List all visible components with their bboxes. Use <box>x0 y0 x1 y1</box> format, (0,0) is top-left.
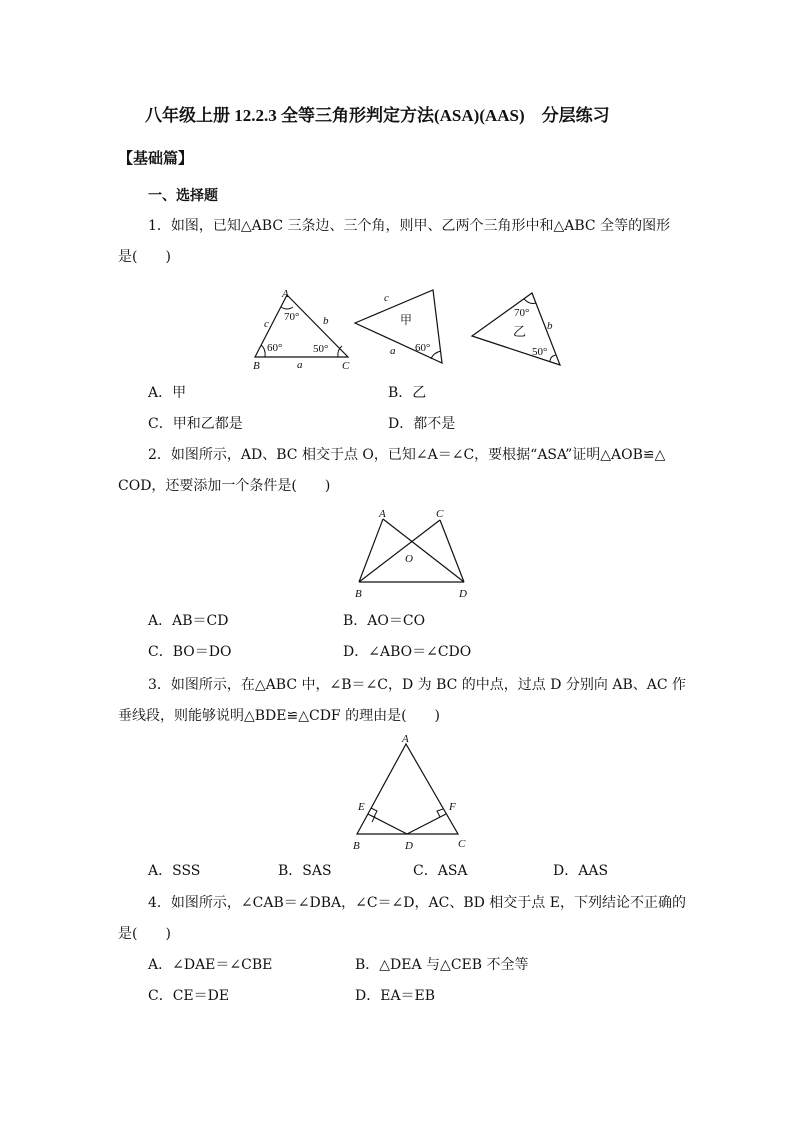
q2-label-D: D <box>459 588 467 600</box>
q3-label-A: A <box>402 733 409 745</box>
q4-option-c[interactable]: C．CE＝DE <box>148 988 230 1004</box>
q2-option-d[interactable]: D．∠ABO＝∠CDO <box>343 644 472 660</box>
q3-option-c[interactable]: C．ASA <box>413 863 468 879</box>
q2-label-O: O <box>405 553 413 565</box>
q3-stem-line1: 3．如图所示，在△ABC 中，∠B＝∠C，D 为 BC 的中点，过点 D 分别向 AB、AC 作 <box>148 677 687 693</box>
q3-option-d[interactable]: D．AAS <box>553 863 609 879</box>
triangle-yi <box>472 293 560 365</box>
jia-label-c: c <box>384 292 389 304</box>
yi-name: 乙 <box>513 324 527 339</box>
abc-label-A: A <box>282 288 289 300</box>
q1-option-d[interactable]: D．都不是 <box>388 416 456 432</box>
yi-label-b: b <box>547 320 553 332</box>
abc-angle-B: 60° <box>267 342 283 354</box>
q3-label-B: B <box>353 840 360 852</box>
abc-label-C: C <box>342 360 350 372</box>
q4-option-d[interactable]: D．EA＝EB <box>355 988 436 1004</box>
abc-label-B: B <box>253 360 260 372</box>
q3-label-E: E <box>358 801 365 813</box>
q4-option-a[interactable]: A．∠DAE＝∠CBE <box>148 957 273 973</box>
abc-label-b: b <box>323 315 329 327</box>
jia-label-a: a <box>390 345 396 357</box>
abc-angle-A: 70° <box>284 311 300 323</box>
q3-label-D: D <box>405 840 413 852</box>
q3-option-a[interactable]: A．SSS <box>148 863 201 879</box>
q1-option-b[interactable]: B．乙 <box>388 385 427 401</box>
jia-name: 甲 <box>400 313 413 327</box>
q2-stem-line1: 2．如图所示，AD、BC 相交于点 O，已知∠A＝∠C，要根据“ASA”证明△AOB≌△ <box>148 447 666 463</box>
q3-option-b[interactable]: B．SAS <box>278 863 332 879</box>
abc-label-c: c <box>264 318 269 330</box>
page-title: 八年级上册 12.2.3 全等三角形判定方法(ASA)(AAS) 分层练习 <box>145 106 610 125</box>
q3-label-C: C <box>458 838 466 850</box>
q4-option-b[interactable]: B．△DEA 与△CEB 不全等 <box>355 957 529 973</box>
q3-stem-line2: 垂线段，则能够说明△BDE≌△CDF 的理由是( ) <box>118 708 441 724</box>
jia-angle: 60° <box>415 342 431 354</box>
triangle-abc <box>253 288 350 372</box>
q4-stem-line1: 4．如图所示，∠CAB＝∠DBA，∠C＝∠D，AC、BD 相交于点 E，下列结论不正确的 <box>148 895 686 911</box>
q2-option-b[interactable]: B．AO＝CO <box>343 613 426 629</box>
q2-label-C: C <box>436 508 444 520</box>
q3-figure <box>348 730 478 855</box>
q2-label-B: B <box>355 588 362 600</box>
subsection-heading: 一、选择题 <box>148 188 218 204</box>
q1-option-a[interactable]: A．甲 <box>148 385 187 401</box>
q1-option-c[interactable]: C．甲和乙都是 <box>148 416 243 432</box>
abc-label-a: a <box>297 359 303 371</box>
triangle-jia <box>355 290 442 363</box>
yi-angle-bottom: 50° <box>532 346 548 358</box>
q1-figure <box>250 283 580 373</box>
section-heading: 【基础篇】 <box>118 149 194 167</box>
q3-label-F: F <box>449 801 456 813</box>
q1-stem-line2: 是( ) <box>118 249 171 265</box>
q2-figure <box>348 505 478 605</box>
q2-option-a[interactable]: A．AB＝CD <box>148 613 229 629</box>
q2-label-A: A <box>379 508 386 520</box>
abc-angle-C: 50° <box>313 343 329 355</box>
q1-stem-line1: 1．如图，已知△ABC 三条边、三个角，则甲、乙两个三角形中和△ABC 全等的图形 <box>148 218 671 234</box>
q2-option-c[interactable]: C．BO＝DO <box>148 644 232 660</box>
q4-stem-line2: 是( ) <box>118 926 171 942</box>
yi-angle-top: 70° <box>514 307 530 319</box>
q2-stem-line2: COD，还要添加一个条件是( ) <box>118 478 331 494</box>
